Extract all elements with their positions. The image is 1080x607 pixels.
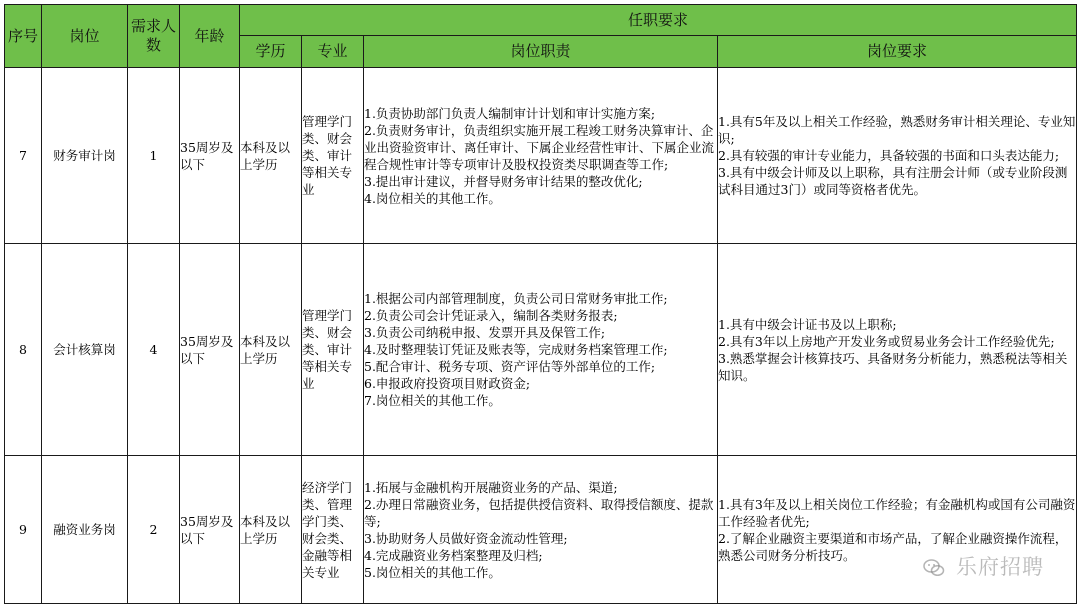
row-major: 经济学门类、管理学门类、财会类、金融等相关专业 xyxy=(302,456,364,604)
row-qualifications xyxy=(718,244,1077,456)
header-position: 岗位 xyxy=(42,5,128,68)
row-education: 本科及以上学历 xyxy=(240,456,302,604)
qualification-item: 2.了解企业融资主要渠道和市场产品，了解企业融资操作流程，熟悉公司财务分析技巧。 xyxy=(718,530,1068,563)
job-requirements-table xyxy=(4,4,1077,604)
row-education: 本科及以上学历 xyxy=(240,244,302,456)
duty-item: 1.负责协助部门负责人编制审计计划和审计实施方案; xyxy=(364,105,656,121)
row-headcount: 4 xyxy=(128,244,180,456)
row-age: 35周岁及以下 xyxy=(180,68,240,244)
header-headcount: 需求人数 xyxy=(128,5,180,68)
duty-item: 1.根据公司内部管理制度，负责公司日常财务审批工作; xyxy=(364,291,668,306)
row-headcount: 1 xyxy=(128,68,180,244)
duty-item: 1.拓展与金融机构开展融资业务的产品、渠道; xyxy=(364,479,618,495)
row-qualifications xyxy=(718,68,1077,244)
header-qualifications: 岗位要求 xyxy=(718,36,1077,68)
duty-item: 7.岗位相关的其他工作。 xyxy=(364,393,501,408)
duty-item: 2.办理日常融资业务，包括提供授信资料、取得授信额度、提款等; xyxy=(364,496,714,529)
row-age: 35周岁及以下 xyxy=(180,456,240,604)
row-position: 融资业务岗 xyxy=(42,456,128,604)
watermark-text: 乐府招聘 xyxy=(956,555,1044,579)
row-duties xyxy=(364,68,718,244)
wechat-icon xyxy=(922,556,946,580)
duty-item: 5.岗位相关的其他工作。 xyxy=(364,564,501,580)
header-seq: 序号 xyxy=(5,5,42,68)
table-row xyxy=(5,456,1077,604)
row-seq: 7 xyxy=(5,68,42,244)
qualification-item: 3.具有中级会计师及以上职称，具有注册会计师（或专业阶段测试科目通过3门）或同等资格者优先。 xyxy=(718,165,1068,197)
header-major: 专业 xyxy=(302,36,364,68)
duty-item: 3.协助财务人员做好资金流动性管理; xyxy=(364,530,568,546)
row-position: 会计核算岗 xyxy=(42,244,128,456)
header-education: 学历 xyxy=(240,36,302,68)
qualification-item: 1.具有中级会计证书及以上职称; xyxy=(718,316,897,332)
header-age: 年龄 xyxy=(180,5,240,68)
row-seq: 9 xyxy=(5,456,42,604)
duty-item: 2.负责公司会计凭证录入，编制各类财务报表; xyxy=(364,308,618,323)
row-position: 财务审计岗 xyxy=(42,68,128,244)
qualification-item: 2.具有3年以上房地产开发业务或贸易业务会计工作经验优先; xyxy=(718,333,1055,349)
duty-item: 4.及时整理装订凭证及账表等，完成财务档案管理工作; xyxy=(364,342,668,357)
row-seq: 8 xyxy=(5,244,42,456)
row-age: 35周岁及以下 xyxy=(180,244,240,456)
qualification-item: 1.具有5年及以上相关工作经验，熟悉财务审计相关理论、专业知识; xyxy=(718,114,1076,146)
row-duties xyxy=(364,456,718,604)
row-qualifications xyxy=(718,456,1077,604)
row-duties xyxy=(364,244,718,456)
duty-item: 5.配合审计、税务专项、资产评估等外部单位的工作; xyxy=(364,359,656,374)
watermark xyxy=(922,551,1044,581)
qualification-item: 2.具有较强的审计专业能力，具备较强的书面和口头表达能力; xyxy=(718,148,1060,163)
duty-item: 4.岗位相关的其他工作。 xyxy=(364,190,501,206)
duty-item: 2.负责财务审计，负责组织实施开展工程竣工财务决算审计、企业出资验资审计、离任审计、下属企业经营性审计、下属企业流程合规性审计等专项审计及股权投资类尽职调查等工作; xyxy=(364,122,715,172)
duty-item: 3.负责公司纳税申报、发票开具及保管工作; xyxy=(364,325,606,340)
duty-item: 6.申报政府投资项目财政资金; xyxy=(364,376,531,391)
row-major: 管理学门类、财会类、审计等相关专业 xyxy=(302,68,364,244)
row-education: 本科及以上学历 xyxy=(240,68,302,244)
qualification-item: 3.熟悉掌握会计核算技巧、具备财务分析能力，熟悉税法等相关知识。 xyxy=(718,350,1068,383)
duty-item: 4.完成融资业务档案整理及归档; xyxy=(364,547,543,563)
header-requirements: 任职要求 xyxy=(240,5,1077,36)
table-row xyxy=(5,68,1077,244)
qualification-item: 1.具有3年及以上相关岗位工作经验；有金融机构或国有公司融资工作经验者优先; xyxy=(718,496,1076,529)
table-row xyxy=(5,244,1077,456)
header-duties: 岗位职责 xyxy=(364,36,718,68)
row-headcount: 2 xyxy=(128,456,180,604)
row-major: 管理学门类、财会类、审计等相关专业 xyxy=(302,244,364,456)
duty-item: 3.提出审计建议，并督导财务审计结果的整改优化; xyxy=(364,173,643,189)
